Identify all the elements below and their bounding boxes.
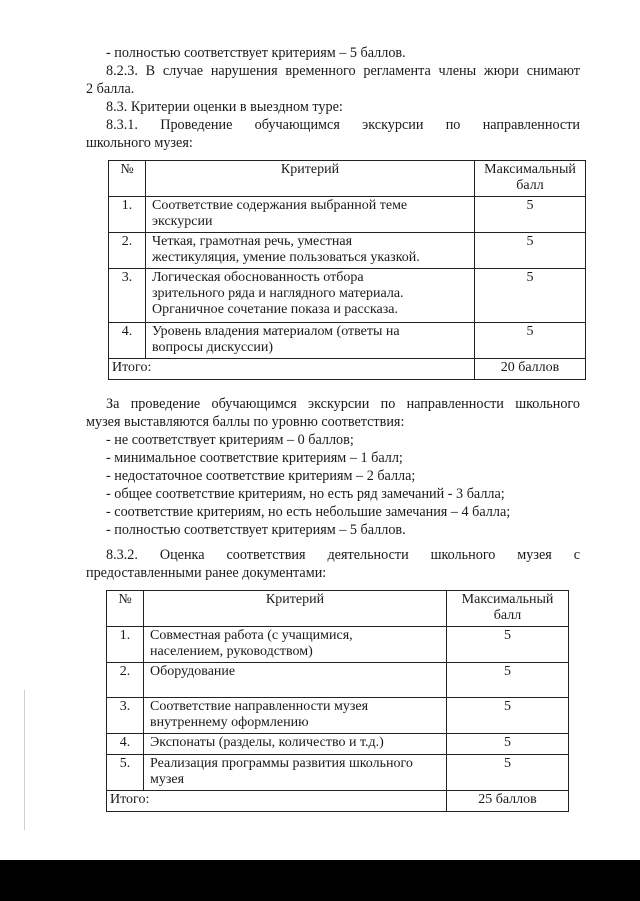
list-item: - минимальное соответствие критериям – 1 балл; (106, 450, 403, 466)
list-item: - полностью соответствует критериям – 5 баллов. (106, 522, 406, 538)
scan-bottom-border (0, 860, 640, 901)
table-total-row: Итого: 25 баллов (107, 791, 569, 812)
table-row: 3. Логическая обоснованность отбора зрительного ряда и наглядного материала. Органичное сочетание показа и рассказа. 5 (109, 269, 586, 323)
list-item: - общее соответствие критериям, но есть ряд замечаний - 3 балла; (106, 486, 505, 502)
table-row: 2. Оборудование 5 (107, 663, 569, 698)
header-num: № (107, 591, 144, 627)
table-row: 5. Реализация программы развития школьного музея 5 (107, 755, 569, 791)
criteria-table-excursion (108, 160, 586, 380)
header-num: № (109, 161, 146, 197)
table-row: 4. Экспонаты (разделы, количество и т.д.) 5 (107, 734, 569, 755)
text-line: 8.3. Критерии оценки в выездном туре: (106, 99, 343, 115)
list-item: - не соответствует критериям – 0 баллов; (106, 432, 354, 448)
table-total-row: Итого: 20 баллов (109, 359, 586, 380)
scan-edge-line (24, 690, 25, 830)
header-max: Максимальный балл (447, 591, 569, 627)
table-row: 2. Четкая, грамотная речь, уместная жестикуляция, умение пользоваться указкой. 5 (109, 233, 586, 269)
text-line: предоставленными ранее документами: (86, 565, 327, 581)
table-row: 1. Совместная работа (с учащимися, населением, руководством) 5 (107, 627, 569, 663)
header-criterion: Критерий (144, 591, 447, 627)
criteria-table-documents (106, 590, 569, 812)
table-row: 1. Соответствие содержания выбранной теме экскурсии 5 (109, 197, 586, 233)
text-line: 8.3.1. Проведение обучающимся экскурсии по направленности (106, 117, 580, 133)
table-row: 3. Соответствие направленности музея внутреннему оформлению 5 (107, 698, 569, 734)
text-line: школьного музея: (86, 135, 193, 151)
header-criterion: Критерий (146, 161, 475, 197)
list-item: - недостаточное соответствие критериям – 2 балла; (106, 468, 416, 484)
table-header-row (107, 591, 569, 627)
text-line: 2 балла. (86, 81, 135, 97)
list-item: - соответствие критериям, но есть небольшие замечания – 4 балла; (106, 504, 511, 520)
text-line: - полностью соответствует критериям – 5 баллов. (106, 45, 406, 61)
text-line: музея выставляются баллы по уровню соответствия: (86, 414, 405, 430)
table-row: 4. Уровень владения материалом (ответы на вопросы дискуссии) 5 (109, 323, 586, 359)
header-max: Максимальный балл (475, 161, 586, 197)
text-line: 8.3.2. Оценка соответствия деятельности школьного музея с (106, 547, 580, 563)
text-line: 8.2.3. В случае нарушения временного регламента члены жюри снимают (106, 63, 580, 79)
text-line: За проведение обучающимся экскурсии по направленности школьного (106, 396, 580, 412)
table-header-row (109, 161, 586, 197)
